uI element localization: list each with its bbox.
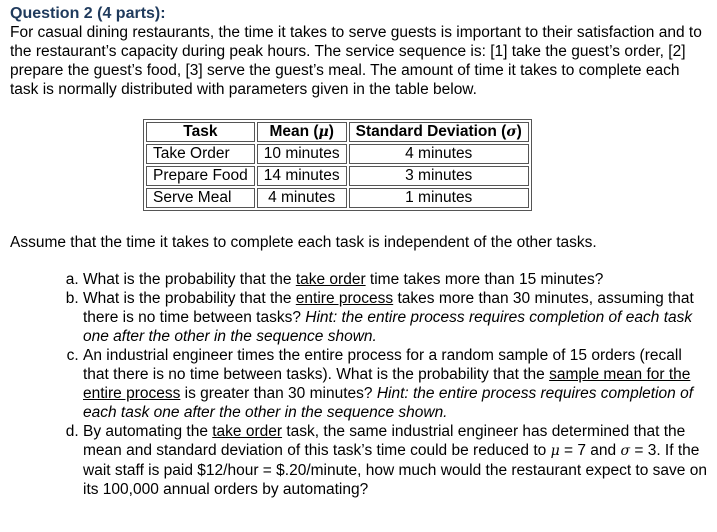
mu-symbol: μ bbox=[550, 443, 560, 459]
mu-symbol: μ bbox=[318, 124, 329, 140]
task-parameters-table bbox=[143, 119, 532, 211]
cell-mean: 14 minutes bbox=[257, 166, 347, 186]
header-sd: Standard Deviation (σ) bbox=[349, 122, 529, 142]
cell-task: Take Order bbox=[146, 144, 255, 164]
table-header-row bbox=[146, 122, 529, 142]
hint-text: Hint: the entire process requires completion of each task one after the other in the sequence shown. bbox=[83, 309, 693, 345]
part-a: a. What is the probability that the take order time takes more than 15 minutes? bbox=[83, 270, 707, 289]
cell-task: Prepare Food bbox=[146, 166, 255, 186]
table-row bbox=[146, 166, 529, 186]
header-task: Task bbox=[146, 122, 255, 142]
table-row bbox=[146, 144, 529, 164]
independence-assumption: Assume that the time it takes to complete each task is independent of the other tasks. bbox=[10, 234, 597, 251]
underlined-term: take order bbox=[212, 423, 283, 440]
underlined-term: take order bbox=[295, 271, 366, 288]
part-d: d. By automating the take order task, the same industrial engineer has determined that the mean and standard deviation of this task’s time could be reduced to μ = 7 and σ = 3. If the wait staff is paid $12/hour = $.20/minute, how much would the restaurant expect to save on its 100,000 annual orders by automating? bbox=[83, 422, 707, 499]
part-c: c. An industrial engineer times the entire process for a random sample of 15 orders (recall that there is no time between tasks). What is the probability that the sample mean for the entire process is greater than 30 minutes? Hint: the entire process requires completion of each task one after the other in the sequence shown. bbox=[83, 346, 707, 422]
header-mean: Mean (μ) bbox=[257, 122, 347, 142]
underlined-term: sample mean for the entire process bbox=[83, 366, 691, 402]
cell-sd: 3 minutes bbox=[349, 166, 529, 186]
sigma-symbol: σ bbox=[620, 443, 631, 459]
underlined-term: entire process bbox=[295, 290, 394, 307]
cell-sd: 4 minutes bbox=[349, 144, 529, 164]
table-row bbox=[146, 188, 529, 208]
sigma-symbol: σ bbox=[506, 124, 517, 140]
cell-mean: 4 minutes bbox=[257, 188, 347, 208]
part-b: b. What is the probability that the entire process takes more than 30 minutes, assuming that there is no time between tasks? Hint: the entire process requires completion of each task one after the other in the sequence shown. bbox=[83, 289, 707, 346]
question-title: Question 2 (4 parts): bbox=[10, 5, 166, 22]
cell-sd: 1 minutes bbox=[349, 188, 529, 208]
cell-mean: 10 minutes bbox=[257, 144, 347, 164]
question-parts-list bbox=[10, 270, 707, 499]
hint-text: Hint: the entire process requires completion of each task one after the other in the sequence shown. bbox=[83, 385, 693, 421]
question-intro: For casual dining restaurants, the time it takes to serve guests is important to their satisfaction and to the restaurant’s capacity during peak hours. The service sequence is: [1] take the guest’s order, [2] prepare the guest’s food, [3] serve the guest’s meal. The amount of time it takes to complete each task is normally distributed with parameters given in the table below. bbox=[10, 24, 702, 98]
cell-task: Serve Meal bbox=[146, 188, 255, 208]
